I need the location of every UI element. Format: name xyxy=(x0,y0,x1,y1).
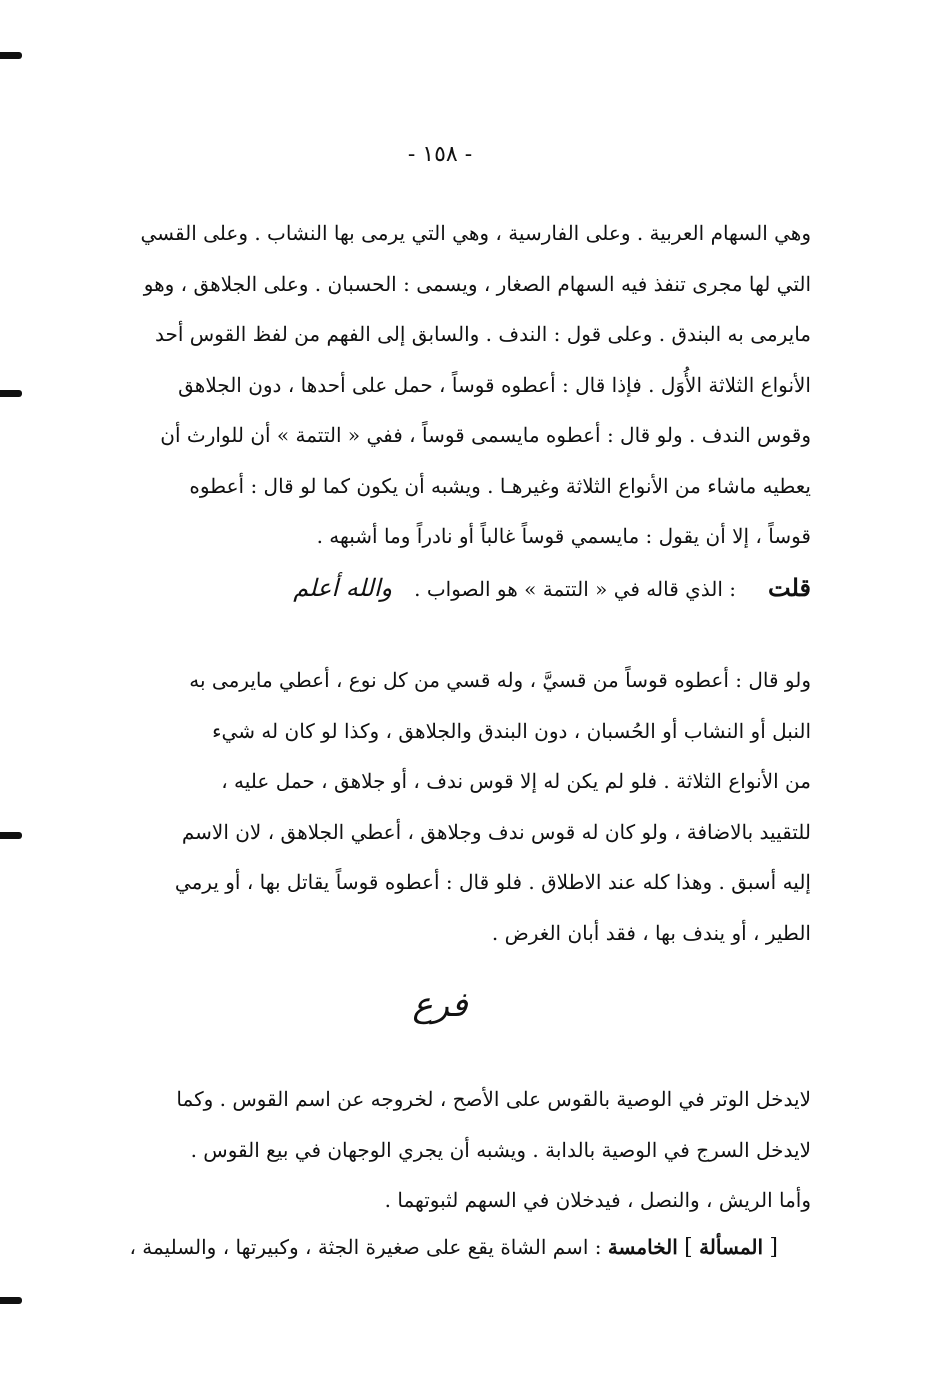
closing-formula: والله أعلم xyxy=(293,574,393,602)
text-line: وقوس الندف . ولو قال : أعطوه مايسمى قوساً ، ففي « التتمة » أن للوارث أن xyxy=(160,423,811,447)
paragraph-1 xyxy=(78,208,811,562)
issue-heading-line xyxy=(78,1222,778,1273)
text-line: النبل أو النشاب أو الحُسبان ، دون البندق والجلاهق ، وكذا لو كان له شيء xyxy=(212,718,811,743)
page-number: - ١٥٨ - xyxy=(407,142,473,167)
text-line: وأما الريش ، والنصل ، فيدخلان في السهم لثبوتهما . xyxy=(384,1188,811,1212)
paragraph-3 xyxy=(78,1074,811,1226)
text-line: التي لها مجرى تنفذ فيه السهام الصغار ، ويسمى : الحسبان . وعلى الجلاهق ، وهو xyxy=(143,271,811,296)
text-line: مايرمى به البندق . وعلى قول : الندف . والسابق إلى الفهم من لفظ القوس أحد xyxy=(154,322,811,346)
section-heading: فرع xyxy=(412,985,468,1025)
bracket-open: [ xyxy=(769,1235,778,1260)
text-line: من الأنواع الثلاثة . فلو لم يكن له إلا قوس ندف ، أو جلاهق ، حمل عليه ، xyxy=(221,769,811,793)
text-line: إليه أسبق . وهذا كله عند الاطلاق . فلو قال : أعطوه قوساً يقاتل بها ، أو يرمي xyxy=(174,870,811,894)
text-line: الأنواع الثلاثة الأُوَل . فإذا قال : أعطوه قوساً ، حمل على أحدها ، دون الجلاهق xyxy=(178,372,811,397)
author-note xyxy=(78,562,811,614)
text-line: وهي السهام العربية . وعلى الفارسية ، وهي التي يرمى بها النشاب . وعلى القسي xyxy=(140,221,811,245)
text-line: يعطيه ماشاء من الأنواع الثلاثة وغيرهـا . ويشبه أن يكون كما لو قال : أعطوه xyxy=(189,473,811,498)
text-line: لايدخل الوتر في الوصية بالقوس على الأصح ، لخروجه عن اسم القوس . وكما xyxy=(176,1087,811,1111)
text-line: ولو قال : أعطوه قوساً من قسيَّ ، وله قسي من كل نوع ، أعطي مايرمى به xyxy=(189,668,811,692)
bracket-close: ] xyxy=(684,1235,693,1260)
paragraph-2 xyxy=(78,655,811,958)
text-line: الطير ، أو يندف بها ، فقد أبان الغرض . xyxy=(491,920,811,945)
margin-mark xyxy=(0,832,22,839)
issue-number: الخامسة xyxy=(607,1235,678,1259)
issue-label: المسألة xyxy=(699,1235,764,1259)
qulta-label: قلت xyxy=(768,573,811,602)
margin-mark xyxy=(0,390,22,397)
qulta-text: : الذي قاله في « التتمة » هو الصواب . xyxy=(414,577,737,601)
margin-mark xyxy=(0,52,22,59)
text-line: قوساً ، إلا أن يقول : مايسمي قوساً غالباً أو نادراً وما أشبهه . xyxy=(316,524,811,548)
margin-mark xyxy=(0,1297,22,1304)
text-line: للتقييد بالاضافة ، ولو كان له قوس ندف وجلاهق ، أعطي الجلاهق ، لان الاسم xyxy=(181,819,811,844)
issue-text: : اسم الشاة يقع على صغيرة الجثة ، وكبيرتها ، والسليمة ، xyxy=(129,1235,602,1259)
text-line: لايدخل السرج في الوصية بالدابة . ويشبه أن يجري الوجهان في بيع القوس . xyxy=(190,1137,811,1162)
